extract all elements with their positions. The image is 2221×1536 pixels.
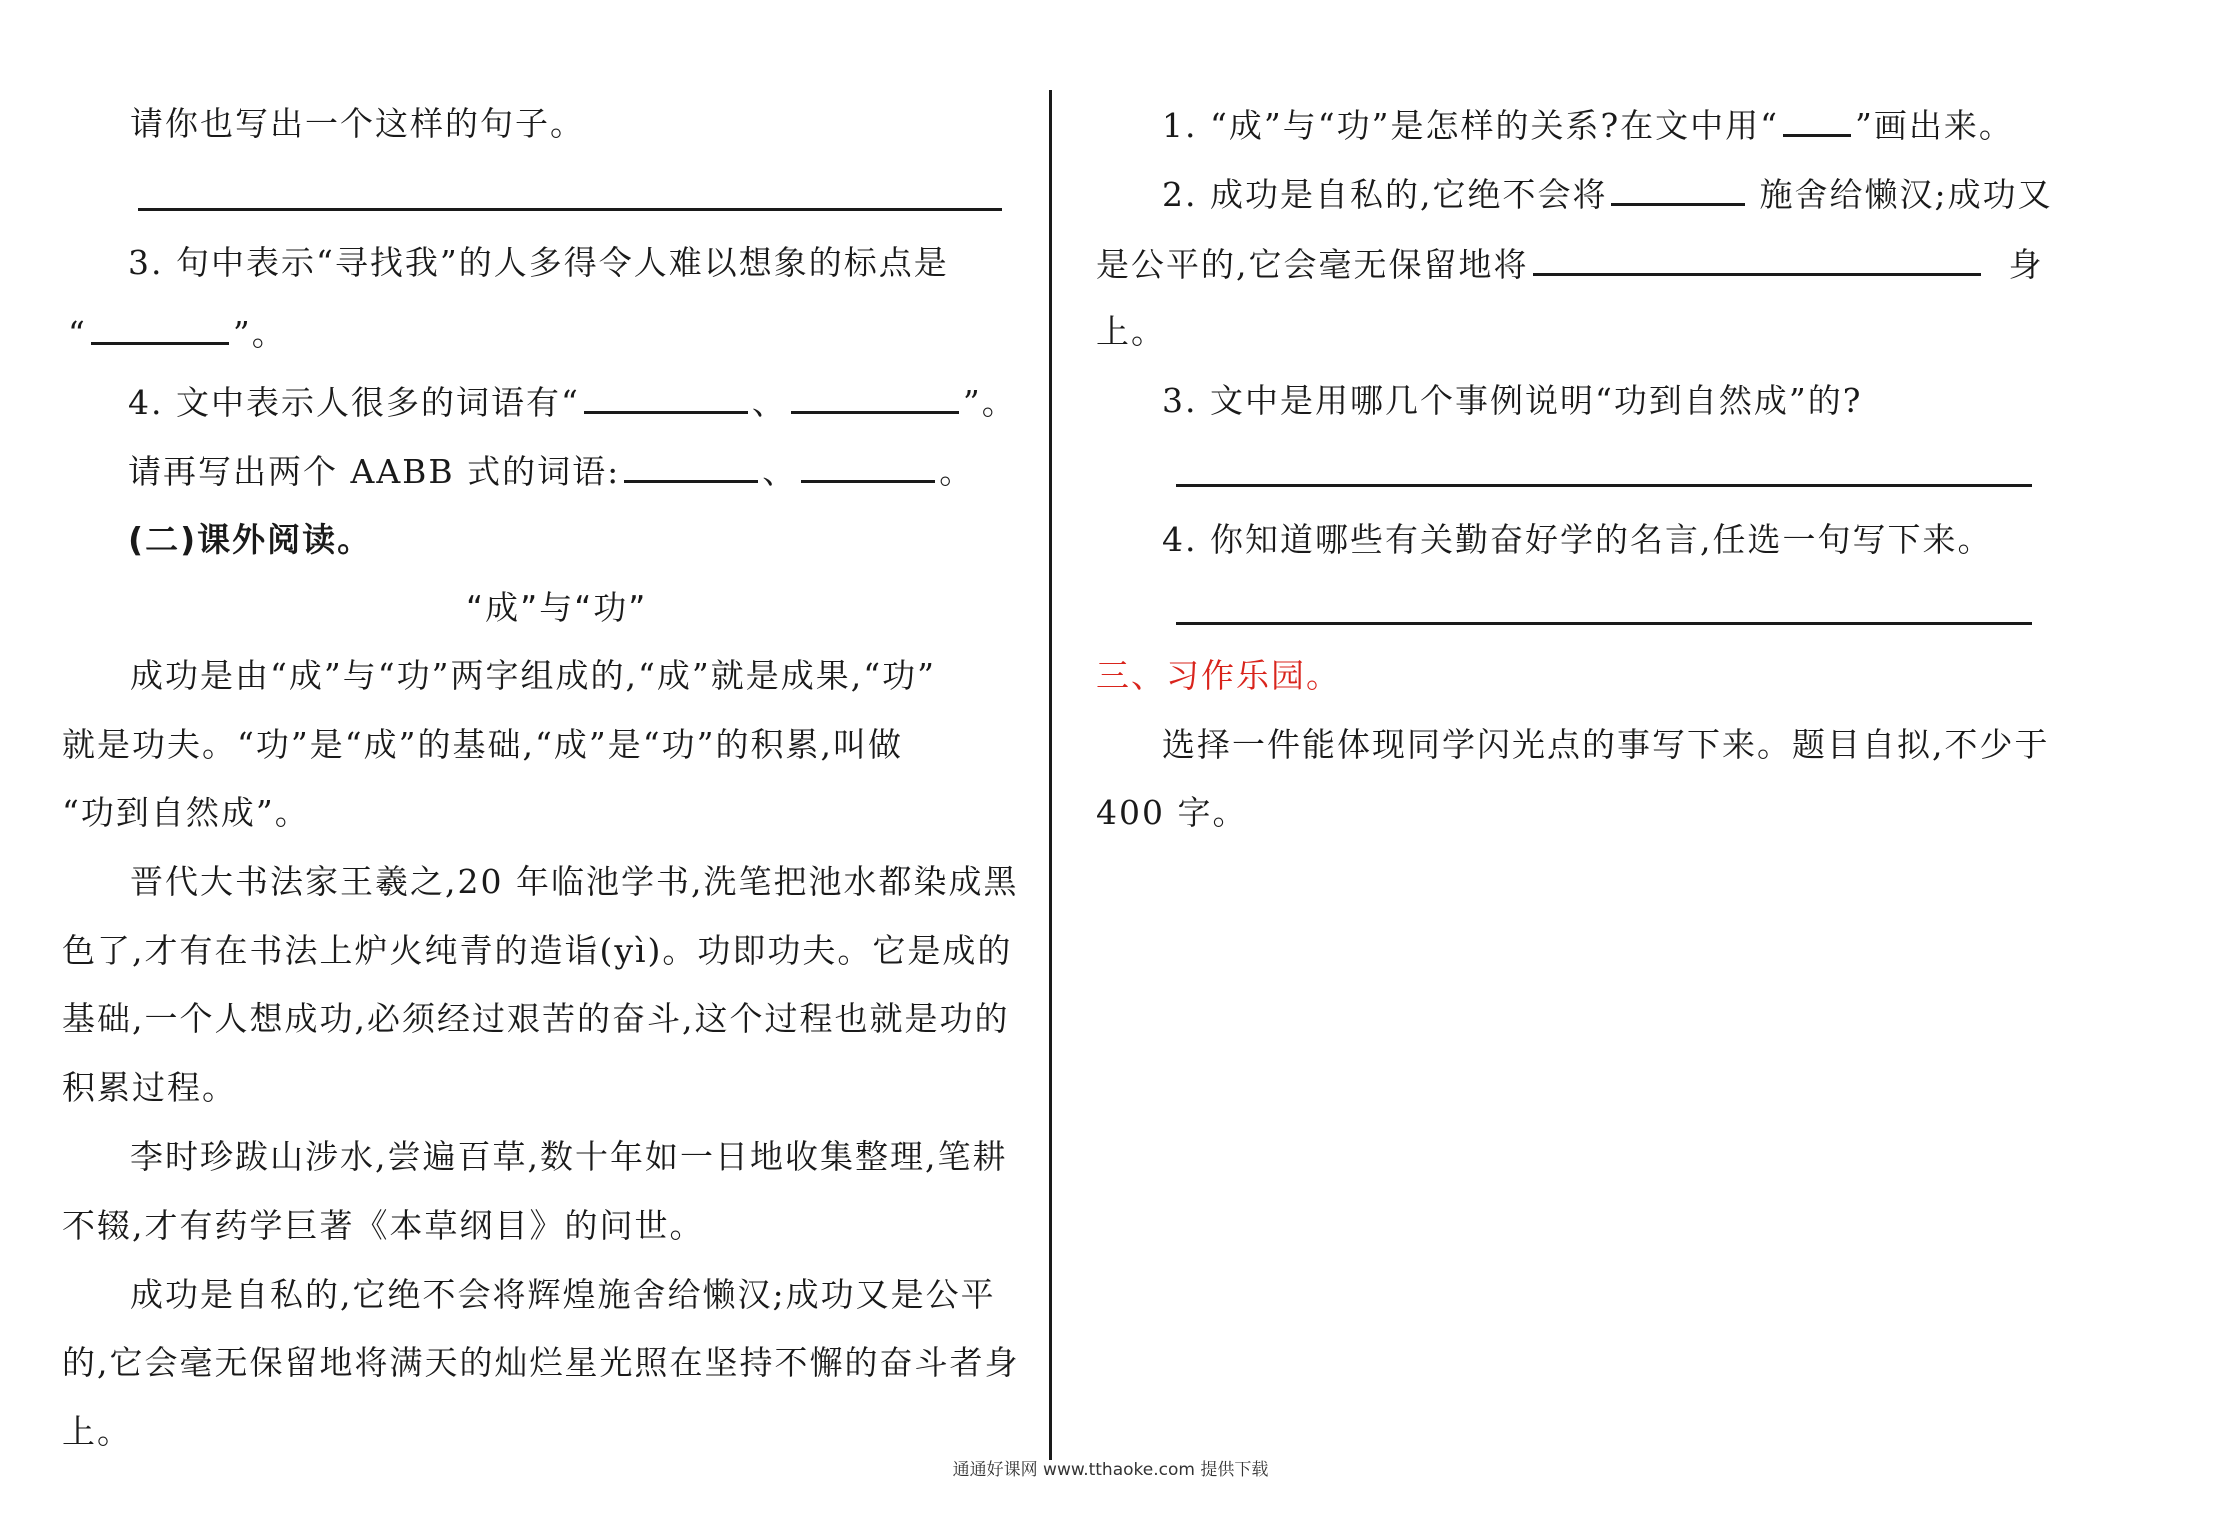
question-4b-prefix: 请再写出两个 AABB 式的词语:	[128, 452, 621, 491]
question-1-prefix: 1. “成”与“功”是怎样的关系?在文中用“	[1162, 106, 1780, 145]
question-4-line2	[128, 450, 974, 492]
blank-aabb-2[interactable]	[801, 450, 935, 483]
page-footer: 通通好课网 www.tthaoke.com 提供下载	[952, 1460, 1269, 1480]
question-4-prefix: 4. 文中表示人很多的词语有“	[128, 383, 580, 422]
section-extracurricular-reading: (二)课外阅读。	[128, 520, 373, 559]
question-2-line2-prefix: 是公平的,它会毫无保留地将	[1096, 245, 1529, 284]
close-quote: ”。	[232, 314, 287, 353]
right-question-1	[1162, 104, 2014, 146]
right-question-2-line1	[1162, 173, 2053, 215]
blank-give-away[interactable]	[1611, 173, 1745, 206]
paragraph-2-line2: 色了,才有在书法上炉火纯青的造诣(yì)。功即功夫。它是成的	[62, 931, 1013, 970]
paragraph-1-line1: 成功是由“成”与“功”两字组成的,“成”就是成果,“功”	[130, 656, 936, 695]
answer-line-quote[interactable]	[1176, 622, 2032, 625]
question-2-line2-suffix: 身	[2008, 245, 2044, 284]
blank-word-1[interactable]	[584, 381, 748, 414]
right-question-2-line2	[1096, 243, 2044, 285]
column-divider	[1049, 90, 1052, 1460]
right-question-4: 4. 你知道哪些有关勤奋好学的名言,任选一句写下来。	[1162, 520, 1993, 559]
paragraph-1-line2: 就是功夫。“功”是“成”的基础,“成”是“功”的积累,叫做	[62, 725, 903, 764]
blank-starlight[interactable]	[1533, 243, 1981, 276]
paragraph-4-line1: 成功是自私的,它绝不会将辉煌施舍给懒汉;成功又是公平	[130, 1275, 996, 1314]
article-title: “成”与“功”	[466, 588, 648, 627]
writing-prompt-line2: 400 字。	[1096, 793, 1248, 832]
right-question-3: 3. 文中是用哪几个事例说明“功到自然成”的?	[1162, 381, 1863, 420]
section-writing-garden: 三、习作乐园。	[1096, 656, 1341, 695]
right-question-2-line3: 上。	[1096, 312, 1166, 351]
paragraph-2-line3: 基础,一个人想成功,必须经过艰苦的奋斗,这个过程也就是功的	[62, 999, 1010, 1038]
question-3-line1: 3. 句中表示“寻找我”的人多得令人难以想象的标点是	[128, 243, 949, 282]
open-quote: “	[68, 314, 87, 353]
blank-aabb-1[interactable]	[624, 450, 758, 483]
separator: 、	[751, 383, 787, 422]
question-3-line2	[68, 312, 287, 354]
close-quote: ”。	[962, 383, 1017, 422]
writing-prompt-line1: 选择一件能体现同学闪光点的事写下来。题目自拟,不少于	[1162, 725, 2050, 764]
answer-line-sentence[interactable]	[138, 208, 1002, 211]
paragraph-1-line3: “功到自然成”。	[62, 793, 310, 832]
paragraph-4-line3: 上。	[62, 1412, 132, 1451]
paragraph-3-line1: 李时珍跋山涉水,尝遍百草,数十年如一日地收集整理,笔耕	[130, 1137, 1008, 1176]
question-1-suffix: ”画出来。	[1855, 106, 2014, 145]
paragraph-4-line2: 的,它会毫无保留地将满天的灿烂星光照在坚持不懈的奋斗者身	[62, 1343, 1020, 1382]
paragraph-3-line2: 不辍,才有药学巨著《本草纲目》的问世。	[62, 1206, 705, 1245]
question-2-suffix: 施舍给懒汉;成功又	[1759, 175, 2053, 214]
prompt-write-sentence: 请你也写出一个这样的句子。	[130, 104, 585, 143]
question-4-line1	[128, 381, 1017, 423]
blank-punctuation[interactable]	[91, 312, 229, 345]
question-2-prefix: 2. 成功是自私的,它绝不会将	[1162, 175, 1608, 214]
paragraph-2-line4: 积累过程。	[62, 1068, 237, 1107]
period: 。	[939, 452, 975, 491]
paragraph-2-line1: 晋代大书法家王羲之,20 年临池学书,洗笔把池水都染成黑	[130, 862, 1019, 901]
answer-line-examples[interactable]	[1176, 484, 2032, 487]
blank-mark-symbol[interactable]	[1783, 104, 1851, 137]
blank-word-2[interactable]	[791, 381, 959, 414]
separator: 、	[762, 452, 798, 491]
